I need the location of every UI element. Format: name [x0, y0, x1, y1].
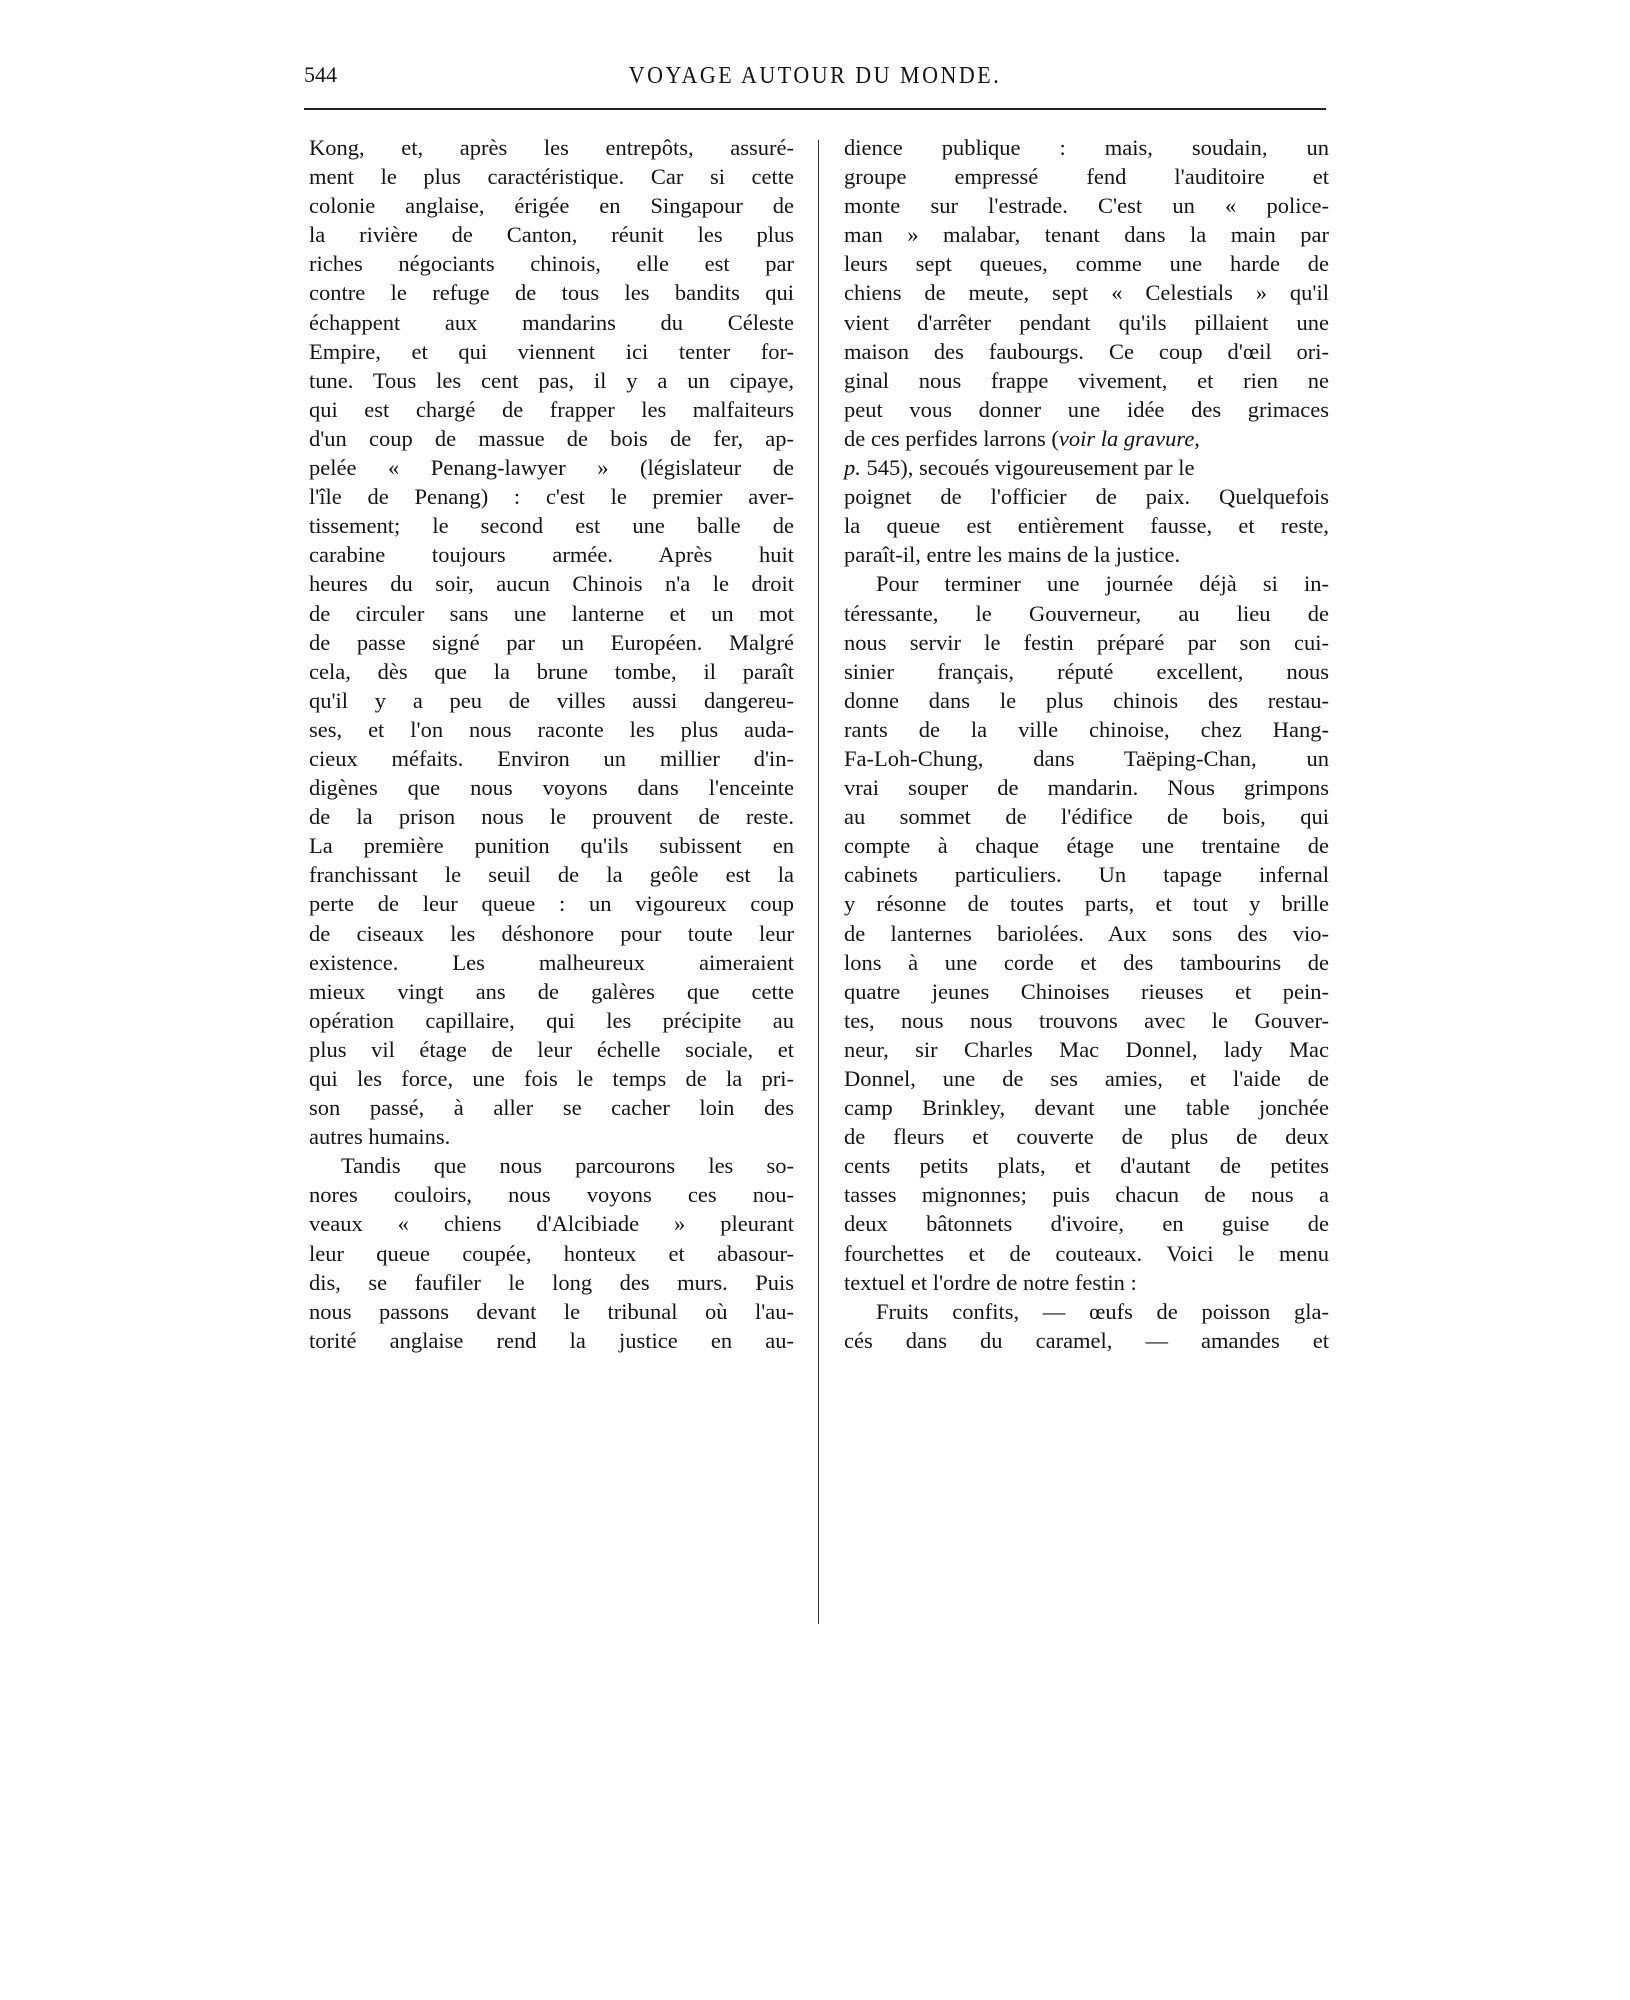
text-line: fourchettes et de couteaux. Voici le menu: [844, 1240, 1329, 1266]
text-line: maison des faubourgs. Ce coup d'œil ori-: [844, 338, 1329, 364]
text-line: tissement; le second est une balle de: [309, 513, 794, 539]
text-line: dience publique : mais, soudain, un: [844, 135, 1329, 160]
text-line: Pour terminer une journée déjà si in-: [876, 571, 1329, 597]
text-line: colonie anglaise, érigée en Singapour de: [309, 193, 794, 219]
text-line: carabine toujours armée. Après huit: [309, 542, 794, 568]
text-line: contre le refuge de tous les bandits qui: [309, 280, 794, 306]
italic-reference: voir la gravure,: [1058, 425, 1200, 451]
text-line: deux bâtonnets d'ivoire, en guise de: [844, 1211, 1329, 1237]
text-line: tasses mignonnes; puis chacun de nous a: [844, 1182, 1329, 1208]
text-line: échappent aux mandarins du Céleste: [309, 309, 794, 335]
right-column: [844, 133, 1329, 1355]
text-line: de la prison nous le prouvent de reste.: [309, 804, 794, 830]
text-line: quatre jeunes Chinoises rieuses et pein-: [844, 978, 1329, 1004]
text-line: tes, nous nous trouvons avec le Gouver-: [844, 1007, 1329, 1033]
text-line: textuel et l'ordre de notre festin :: [844, 1269, 1137, 1295]
text-line: de lanternes bariolées. Aux sons des vio-: [844, 920, 1329, 946]
text-line: opération capillaire, qui les précipite au: [309, 1007, 794, 1033]
text-line: nous passons devant le tribunal où l'au-: [309, 1298, 794, 1324]
text-line: leurs sept queues, comme une harde de: [844, 251, 1329, 277]
text-line: Fa-Loh-Chung, dans Taëping-Chan, un: [844, 745, 1329, 771]
text-line: d'un coup de massue de bois de fer, ap-: [309, 425, 794, 451]
text-line: ment le plus caractéristique. Car si cette: [309, 164, 794, 190]
text-line: camp Brinkley, devant une table jonchée: [844, 1095, 1329, 1121]
header-rule: [304, 108, 1326, 110]
text-line: existence. Les malheureux aimeraient: [309, 949, 794, 975]
text-line: de ciseaux les déshonore pour toute leur: [309, 920, 794, 946]
text-line: dis, se faufiler le long des murs. Puis: [309, 1269, 794, 1295]
left-column: [309, 133, 794, 1355]
text-line: La première punition qu'ils subissent en: [309, 833, 794, 859]
text-line: ses, et l'on nous raconte les plus auda-: [309, 716, 794, 742]
text-line: [844, 424, 1329, 453]
text-line: heures du soir, aucun Chinois n'a le droit: [309, 571, 794, 597]
text-line: la queue est entièrement fausse, et reste,: [844, 513, 1329, 539]
text-line: Empire, et qui viennent ici tenter for-: [309, 338, 794, 364]
text-line: leur queue coupée, honteux et abasour-: [309, 1240, 794, 1266]
text-line: sinier français, réputé excellent, nous: [844, 658, 1329, 684]
column-divider: [818, 140, 819, 1624]
text-line: Tandis que nous parcourons les so-: [341, 1153, 794, 1179]
text-line: poignet de l'officier de paix. Quelquefois: [844, 484, 1329, 510]
text-line: tune. Tous les cent pas, il y a un cipaye,: [309, 367, 794, 393]
text-line: donne dans le plus chinois des restau-: [844, 687, 1329, 713]
text-line: la rivière de Canton, réunit les plus: [309, 222, 794, 248]
text-line: vrai souper de mandarin. Nous grimpons: [844, 775, 1329, 801]
text-line: autres humains.: [309, 1124, 451, 1150]
text-line: compte à chaque étage une trentaine de: [844, 833, 1329, 859]
text-line: y résonne de toutes parts, et tout y brille: [844, 891, 1329, 917]
text-line: Donnel, une de ses amies, et l'aide de: [844, 1066, 1329, 1091]
text-line: l'île de Penang) : c'est le premier aver-: [309, 484, 794, 510]
text-line: cieux méfaits. Environ un millier d'in-: [309, 745, 794, 771]
page-number: 544: [304, 62, 337, 87]
text-line: de fleurs et couverte de plus de deux: [844, 1124, 1329, 1150]
text-line: monte sur l'estrade. C'est un « police-: [844, 193, 1329, 219]
text-line: peut vous donner une idée des grimaces: [844, 396, 1329, 422]
text-line: ginal nous frappe vivement, et rien ne: [844, 367, 1329, 393]
text-line: qui les force, une fois le temps de la pri-: [309, 1066, 794, 1091]
text-line: cabinets particuliers. Un tapage infernal: [844, 862, 1329, 888]
text-line: nous servir le festin préparé par son cui-: [844, 629, 1329, 655]
text-line: de passe signé par un Européen. Malgré: [309, 629, 794, 655]
text-line: au sommet de l'édifice de bois, qui: [844, 804, 1329, 830]
text-line: qu'il y a peu de villes aussi dangereu-: [309, 687, 794, 713]
text-line: Kong, et, après les entrepôts, assuré-: [309, 135, 794, 160]
text-line: pelée « Penang-lawyer » (législateur de: [309, 455, 794, 481]
text-line: riches négociants chinois, elle est par: [309, 251, 794, 277]
italic-reference: p.: [844, 455, 861, 481]
text-line: cents petits plats, et d'autant de petites: [844, 1153, 1329, 1179]
text-line: veaux « chiens d'Alcibiade » pleurant: [309, 1211, 794, 1237]
text-line: paraît-il, entre les mains de la justice.: [844, 542, 1181, 568]
text-line: vient d'arrêter pendant qu'ils pillaient une: [844, 309, 1329, 335]
text-line: nores couloirs, nous voyons ces nou-: [309, 1182, 794, 1208]
text-segment: de ces perfides larrons (: [844, 425, 1059, 451]
text-line: man » malabar, tenant dans la main par: [844, 222, 1329, 248]
text-line: rants de la ville chinoise, chez Hang-: [844, 716, 1329, 742]
text-line: mieux vingt ans de galères que cette: [309, 978, 794, 1004]
text-line: groupe empressé fend l'auditoire et: [844, 164, 1329, 190]
text-line: plus vil étage de leur échelle sociale, et: [309, 1036, 794, 1062]
text-line: lons à une corde et des tambourins de: [844, 949, 1329, 975]
text-line: cela, dès que la brune tombe, il paraît: [309, 658, 794, 684]
text-line: neur, sir Charles Mac Donnel, lady Mac: [844, 1036, 1329, 1062]
page-header: [304, 56, 1326, 96]
text-segment: 545), secoués vigoureusement par le: [860, 455, 1195, 481]
text-line: chiens de meute, sept « Celestials » qu'il: [844, 280, 1329, 306]
text-line: de circuler sans une lanterne et un mot: [309, 600, 794, 626]
running-title: VOYAGE AUTOUR DU MONDE.: [628, 60, 1002, 89]
text-line: Fruits confits, — œufs de poisson gla-: [876, 1298, 1329, 1324]
text-line: son passé, à aller se cacher loin des: [309, 1095, 794, 1121]
text-line: franchissant le seuil de la geôle est la: [309, 862, 794, 888]
text-line: qui est chargé de frapper les malfaiteurs: [309, 396, 794, 422]
text-line: [844, 453, 1329, 482]
text-line: cés dans du caramel, — amandes et: [844, 1327, 1329, 1353]
text-line: digènes que nous voyons dans l'enceinte: [309, 775, 794, 801]
text-line: téressante, le Gouverneur, au lieu de: [844, 600, 1329, 626]
text-line: torité anglaise rend la justice en au-: [309, 1327, 794, 1353]
text-line: perte de leur queue : un vigoureux coup: [309, 891, 794, 917]
